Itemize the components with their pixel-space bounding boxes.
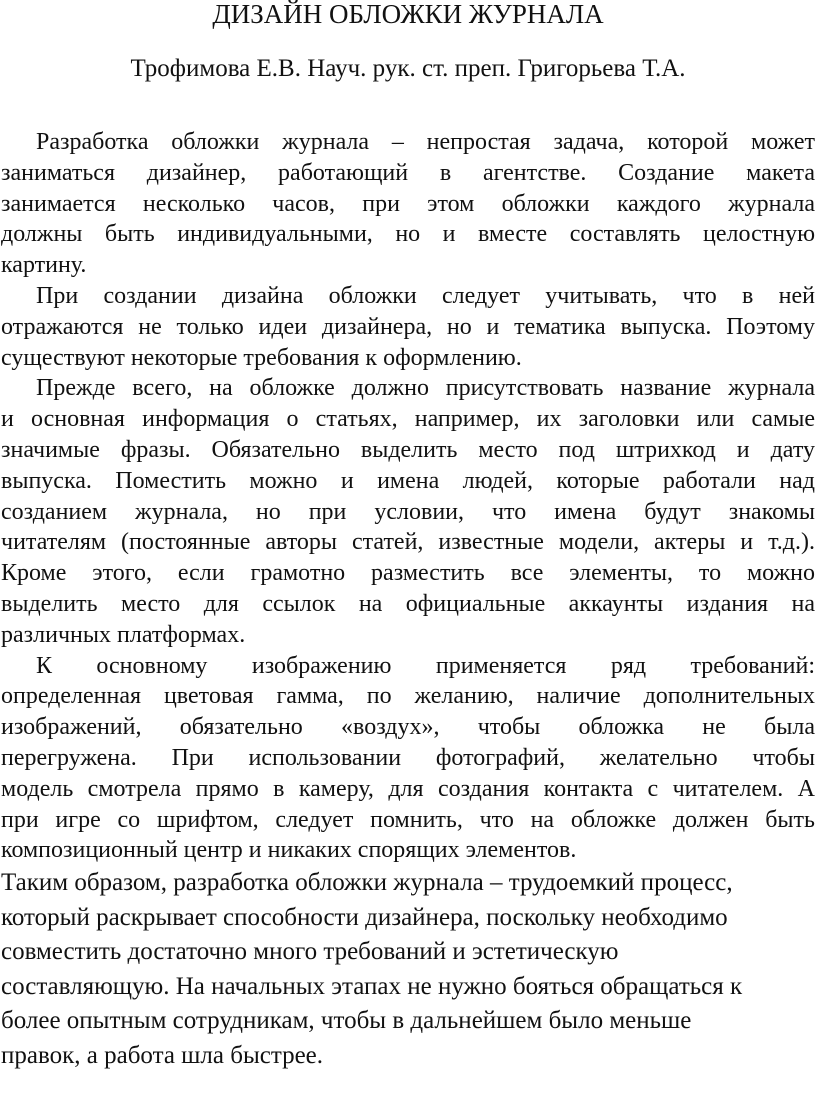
paragraph <box>1 866 815 1073</box>
text-line: Прежде всего, на обложке должно присутствовать название журнала <box>36 375 815 402</box>
text-line: занимается несколько часов, при этом обложки каждого журнала <box>1 190 815 217</box>
text-line: правок, а работа шла быстрее. <box>1 1041 324 1069</box>
text-line: К основному изображению применяется ряд требований: <box>36 652 815 679</box>
text-line: который раскрывает способности дизайнера, поскольку необходимо <box>1 903 728 931</box>
text-line: при игре со шрифтом, следует помнить, что на обложке должен быть <box>1 806 815 833</box>
text-line: композиционный центр и никаких спорящих элементов. <box>1 837 577 864</box>
paragraph <box>1 651 815 867</box>
paragraph <box>1 127 815 281</box>
text-line: перегружена. При использовании фотографий, желательно чтобы <box>1 744 815 771</box>
text-line: читателям (постоянные авторы статей, известные модели, актеры и т.д.). <box>1 529 815 556</box>
text-line: Таким образом, разработка обложки журнала – трудоемкий процесс, <box>1 869 733 897</box>
text-line: Кроме этого, если грамотно разместить все элементы, то можно <box>1 560 815 587</box>
text-line: выделить место для ссылок на официальные аккаунты издания на <box>1 590 815 617</box>
text-line: выпуска. Поместить можно и имена людей, которые работали над <box>1 467 815 494</box>
text-line: существуют некоторые требования к оформлению. <box>1 344 522 371</box>
paragraph <box>1 281 815 373</box>
text-line: совместить достаточно много требований и эстетическую <box>1 938 619 966</box>
text-line: созданием журнала, но при условии, что имена будут знакомы <box>1 498 815 525</box>
document-title: ДИЗАЙН ОБЛОЖКИ ЖУРНАЛА <box>212 0 604 29</box>
text-line: и основная информация о статьях, например, их заголовки или самые <box>1 406 815 433</box>
text-line: картину. <box>1 252 87 279</box>
text-line: Разработка обложки журнала – непростая задача, которой может <box>36 129 815 155</box>
text-line: определенная цветовая гамма, по желанию, наличие дополнительных <box>1 683 815 710</box>
text-line: отражаются не только идеи дизайнера, но и тематика выпуска. Поэтому <box>1 313 815 340</box>
text-line: составляющую. На начальных этапах не нужно бояться обращаться к <box>1 972 743 1000</box>
document-byline: Трофимова Е.В. Науч. рук. ст. преп. Григорьева Т.А. <box>130 55 686 82</box>
text-line: более опытным сотрудникам, чтобы в дальнейшем было меньше <box>1 1007 692 1035</box>
text-line: заниматься дизайнер, работающий в агентстве. Создание макета <box>1 159 815 186</box>
text-line: значимые фразы. Обязательно выделить место под штрихкод и дату <box>1 436 815 463</box>
text-line: При создании дизайна обложки следует учитывать, что в ней <box>36 282 815 309</box>
text-line: должны быть индивидуальными, но и вместе составлять целостную <box>1 221 815 248</box>
document-body <box>1 127 815 1073</box>
text-line: изображений, обязательно «воздух», чтобы обложка не была <box>1 714 815 741</box>
paragraph <box>1 373 815 650</box>
text-line: различных платформах. <box>1 621 246 648</box>
text-line: модель смотрела прямо в камеру, для создания контакта с читателем. А <box>1 775 815 802</box>
